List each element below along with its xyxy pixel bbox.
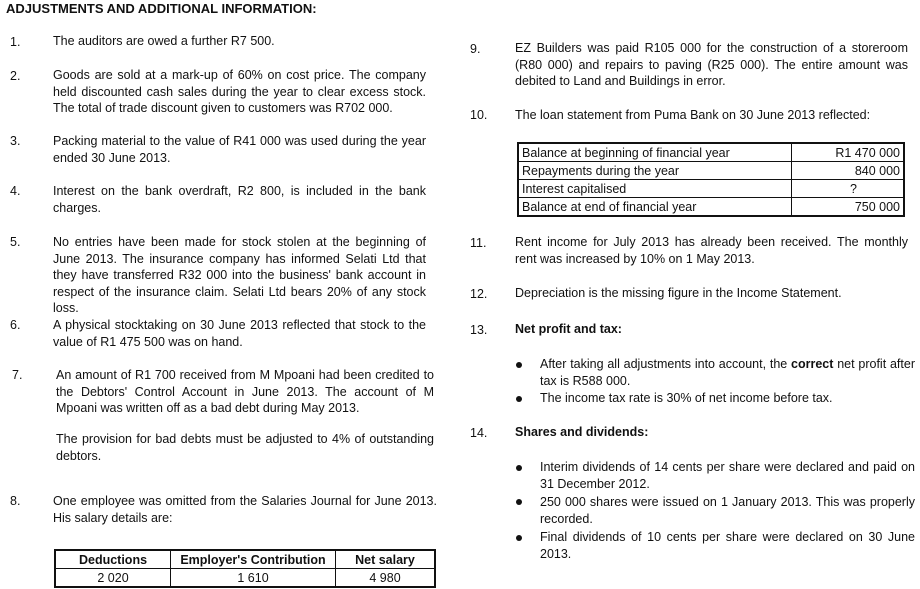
item-13-heading: Net profit and tax: — [515, 322, 622, 336]
item-9-text: EZ Builders was paid R105 000 for the construction of a storeroom (R80 000) and repairs to paving (R25 000). The entire amount was debited to Land and Buildings in error. — [515, 41, 908, 88]
salary-net-salary-value: 4 980 — [336, 569, 436, 588]
loan-statement-table — [517, 142, 905, 217]
bullet-icon — [516, 362, 522, 368]
item-13-bullet-tax-rate: The income tax rate is 30% of net income before tax. — [540, 391, 833, 405]
page-title: ADJUSTMENTS AND ADDITIONAL INFORMATION: — [6, 1, 317, 16]
item-number: 9. — [470, 42, 481, 56]
loan-row-value: 750 000 — [792, 198, 905, 217]
bullet-icon — [516, 465, 522, 471]
item-number: 2. — [10, 69, 21, 83]
item-number: 7. — [12, 368, 23, 382]
item-number: 14. — [470, 426, 488, 440]
bullet-icon — [516, 535, 522, 541]
item-12-text: Depreciation is the missing figure in the Income Statement. — [515, 286, 842, 300]
item-number: 1. — [10, 35, 21, 49]
salary-header-net-salary: Net salary — [336, 550, 436, 569]
item-number: 6. — [10, 318, 21, 332]
item-1-text: The auditors are owed a further R7 500. — [53, 34, 275, 48]
item-number: 13. — [470, 323, 488, 337]
item-number: 5. — [10, 235, 21, 249]
bullet-icon — [516, 396, 522, 402]
salary-deductions-value: 2 020 — [55, 569, 171, 588]
item-14-heading: Shares and dividends: — [515, 425, 649, 439]
item-13-bullet-net-profit — [540, 356, 915, 389]
salary-header-employer-contribution: Employer's Contribution — [171, 550, 336, 569]
salary-header-deductions: Deductions — [55, 550, 171, 569]
item-14-bullet-interim-dividends: Interim dividends of 14 cents per share were declared and paid on 31 December 2012. — [540, 460, 915, 491]
bullet-icon — [516, 499, 522, 505]
emphasis-correct: correct — [791, 357, 834, 371]
item-3-text: Packing material to the value of R41 000 was used during the year ended 30 June 2013. — [53, 134, 426, 165]
loan-row-value: R1 470 000 — [792, 143, 905, 162]
salary-table — [54, 549, 436, 588]
item-6-text: A physical stocktaking on 30 June 2013 reflected that stock to the value of R1 475 500 was on hand. — [53, 318, 426, 349]
loan-row-label: Interest capitalised — [518, 180, 792, 198]
loan-row-label: Balance at end of financial year — [518, 198, 792, 217]
salary-employer-contribution-value: 1 610 — [171, 569, 336, 588]
item-number: 4. — [10, 184, 21, 198]
item-4-text: Interest on the bank overdraft, R2 800, is included in the bank charges. — [53, 184, 426, 215]
item-11-text: Rent income for July 2013 has already been received. The monthly rent was increased by 10% on 1 May 2013. — [515, 235, 908, 266]
item-5-text: No entries have been made for stock stolen at the beginning of June 2013. The insurance company has informed Selati Ltd that they have transferred R32 000 into the business' bank account in respect of the insurance claim. Selati Ltd bears 20% of any stock loss. — [53, 235, 426, 315]
item-14-bullet-final-dividends: Final dividends of 10 cents per share were declared on 30 June 2013. — [540, 530, 915, 561]
item-2-text: Goods are sold at a mark-up of 60% on cost price. The company held discounted cash sales during the year to clear excess stock. The total of trade discount given to customers was R702 000. — [53, 68, 426, 115]
item-14-bullet-shares-issued: 250 000 shares were issued on 1 January 2013. This was properly recorded. — [540, 495, 915, 526]
item-number: 10. — [470, 108, 488, 122]
item-number: 8. — [10, 494, 21, 508]
item-10-text: The loan statement from Puma Bank on 30 June 2013 reflected: — [515, 108, 871, 122]
loan-row-label: Balance at beginning of financial year — [518, 143, 792, 162]
text-span: After taking all adjustments into account, the — [540, 357, 792, 371]
item-7-text: An amount of R1 700 received from M Mpoani had been credited to the Debtors' Control Account in June 2013. The account of M Mpoani was written off as a bad debt during May 2013. — [56, 368, 434, 415]
item-8-text: One employee was omitted from the Salaries Journal for June 2013. His salary details are: — [53, 494, 437, 525]
item-number: 12. — [470, 287, 488, 301]
loan-row-value: ? — [792, 180, 905, 198]
text-span: net profit after tax is R588 000. — [540, 357, 915, 388]
item-7-provision-text: The provision for bad debts must be adjusted to 4% of outstanding debtors. — [56, 432, 434, 463]
loan-row-value: 840 000 — [792, 162, 905, 180]
item-number: 11. — [470, 236, 487, 250]
item-number: 3. — [10, 134, 21, 148]
loan-row-label: Repayments during the year — [518, 162, 792, 180]
